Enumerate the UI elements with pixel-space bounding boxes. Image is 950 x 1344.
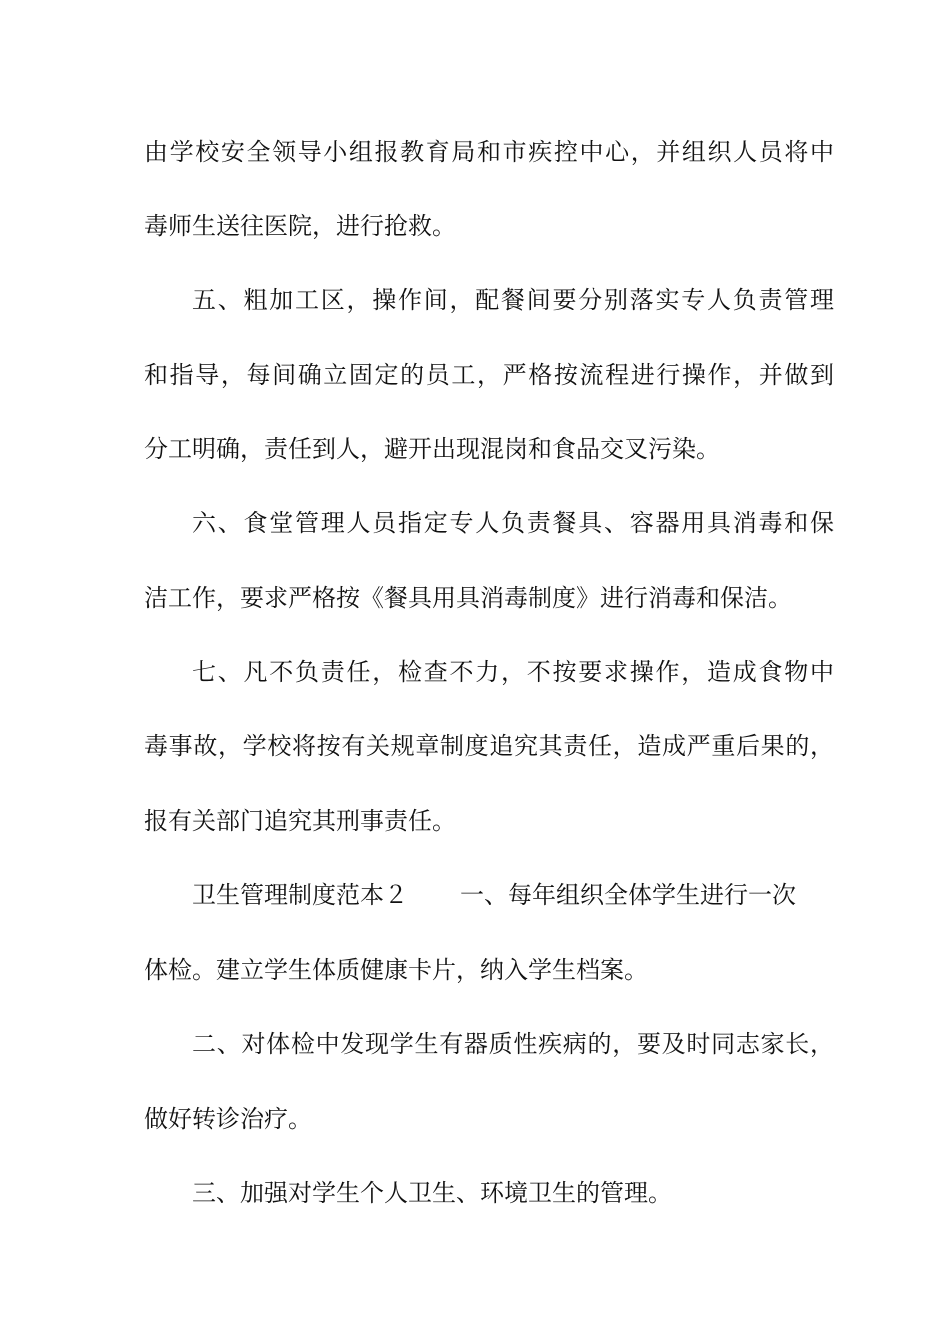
text-line-9: 毒事故，学校将按有关规章制度追究其责任，造成严重后果的， [144,732,834,760]
text-line-10: 报有关部门追究其刑事责任。 [144,807,456,835]
text-line-13: 二、对体检中发现学生有器质性疾病的，要及时同志家长， [192,1030,834,1058]
text-line-14: 做好转诊治疗。 [144,1105,312,1133]
text-line-1: 由学校安全领导小组报教育局和市疾控中心，并组织人员将中 [144,138,834,166]
text-line-7: 洁工作，要求严格按《餐具用具消毒制度》进行消毒和保洁。 [144,584,792,612]
text-line-4: 和指导，每间确立固定的员工，严格按流程进行操作，并做到 [144,361,834,389]
section-first-sentence: 一、每年组织全体学生进行一次 [460,881,796,909]
section-heading: 卫生管理制度范本２ [192,881,408,909]
text-line-12: 体检。建立学生体质健康卡片，纳入学生档案。 [144,956,648,984]
text-line-6: 六、食堂管理人员指定专人负责餐具、容器用具消毒和保 [192,509,834,537]
text-line-3: 五、粗加工区，操作间，配餐间要分别落实专人负责管理 [192,286,834,314]
text-line-11 [144,880,834,910]
text-line-8: 七、凡不负责任，检查不力，不按要求操作，造成食物中 [192,658,834,686]
text-line-2: 毒师生送往医院，进行抢救。 [144,212,456,240]
text-line-15: 三、加强对学生个人卫生、环境卫生的管理。 [192,1179,672,1207]
text-line-5: 分工明确，责任到人，避开出现混岗和食品交叉污染。 [144,435,720,463]
